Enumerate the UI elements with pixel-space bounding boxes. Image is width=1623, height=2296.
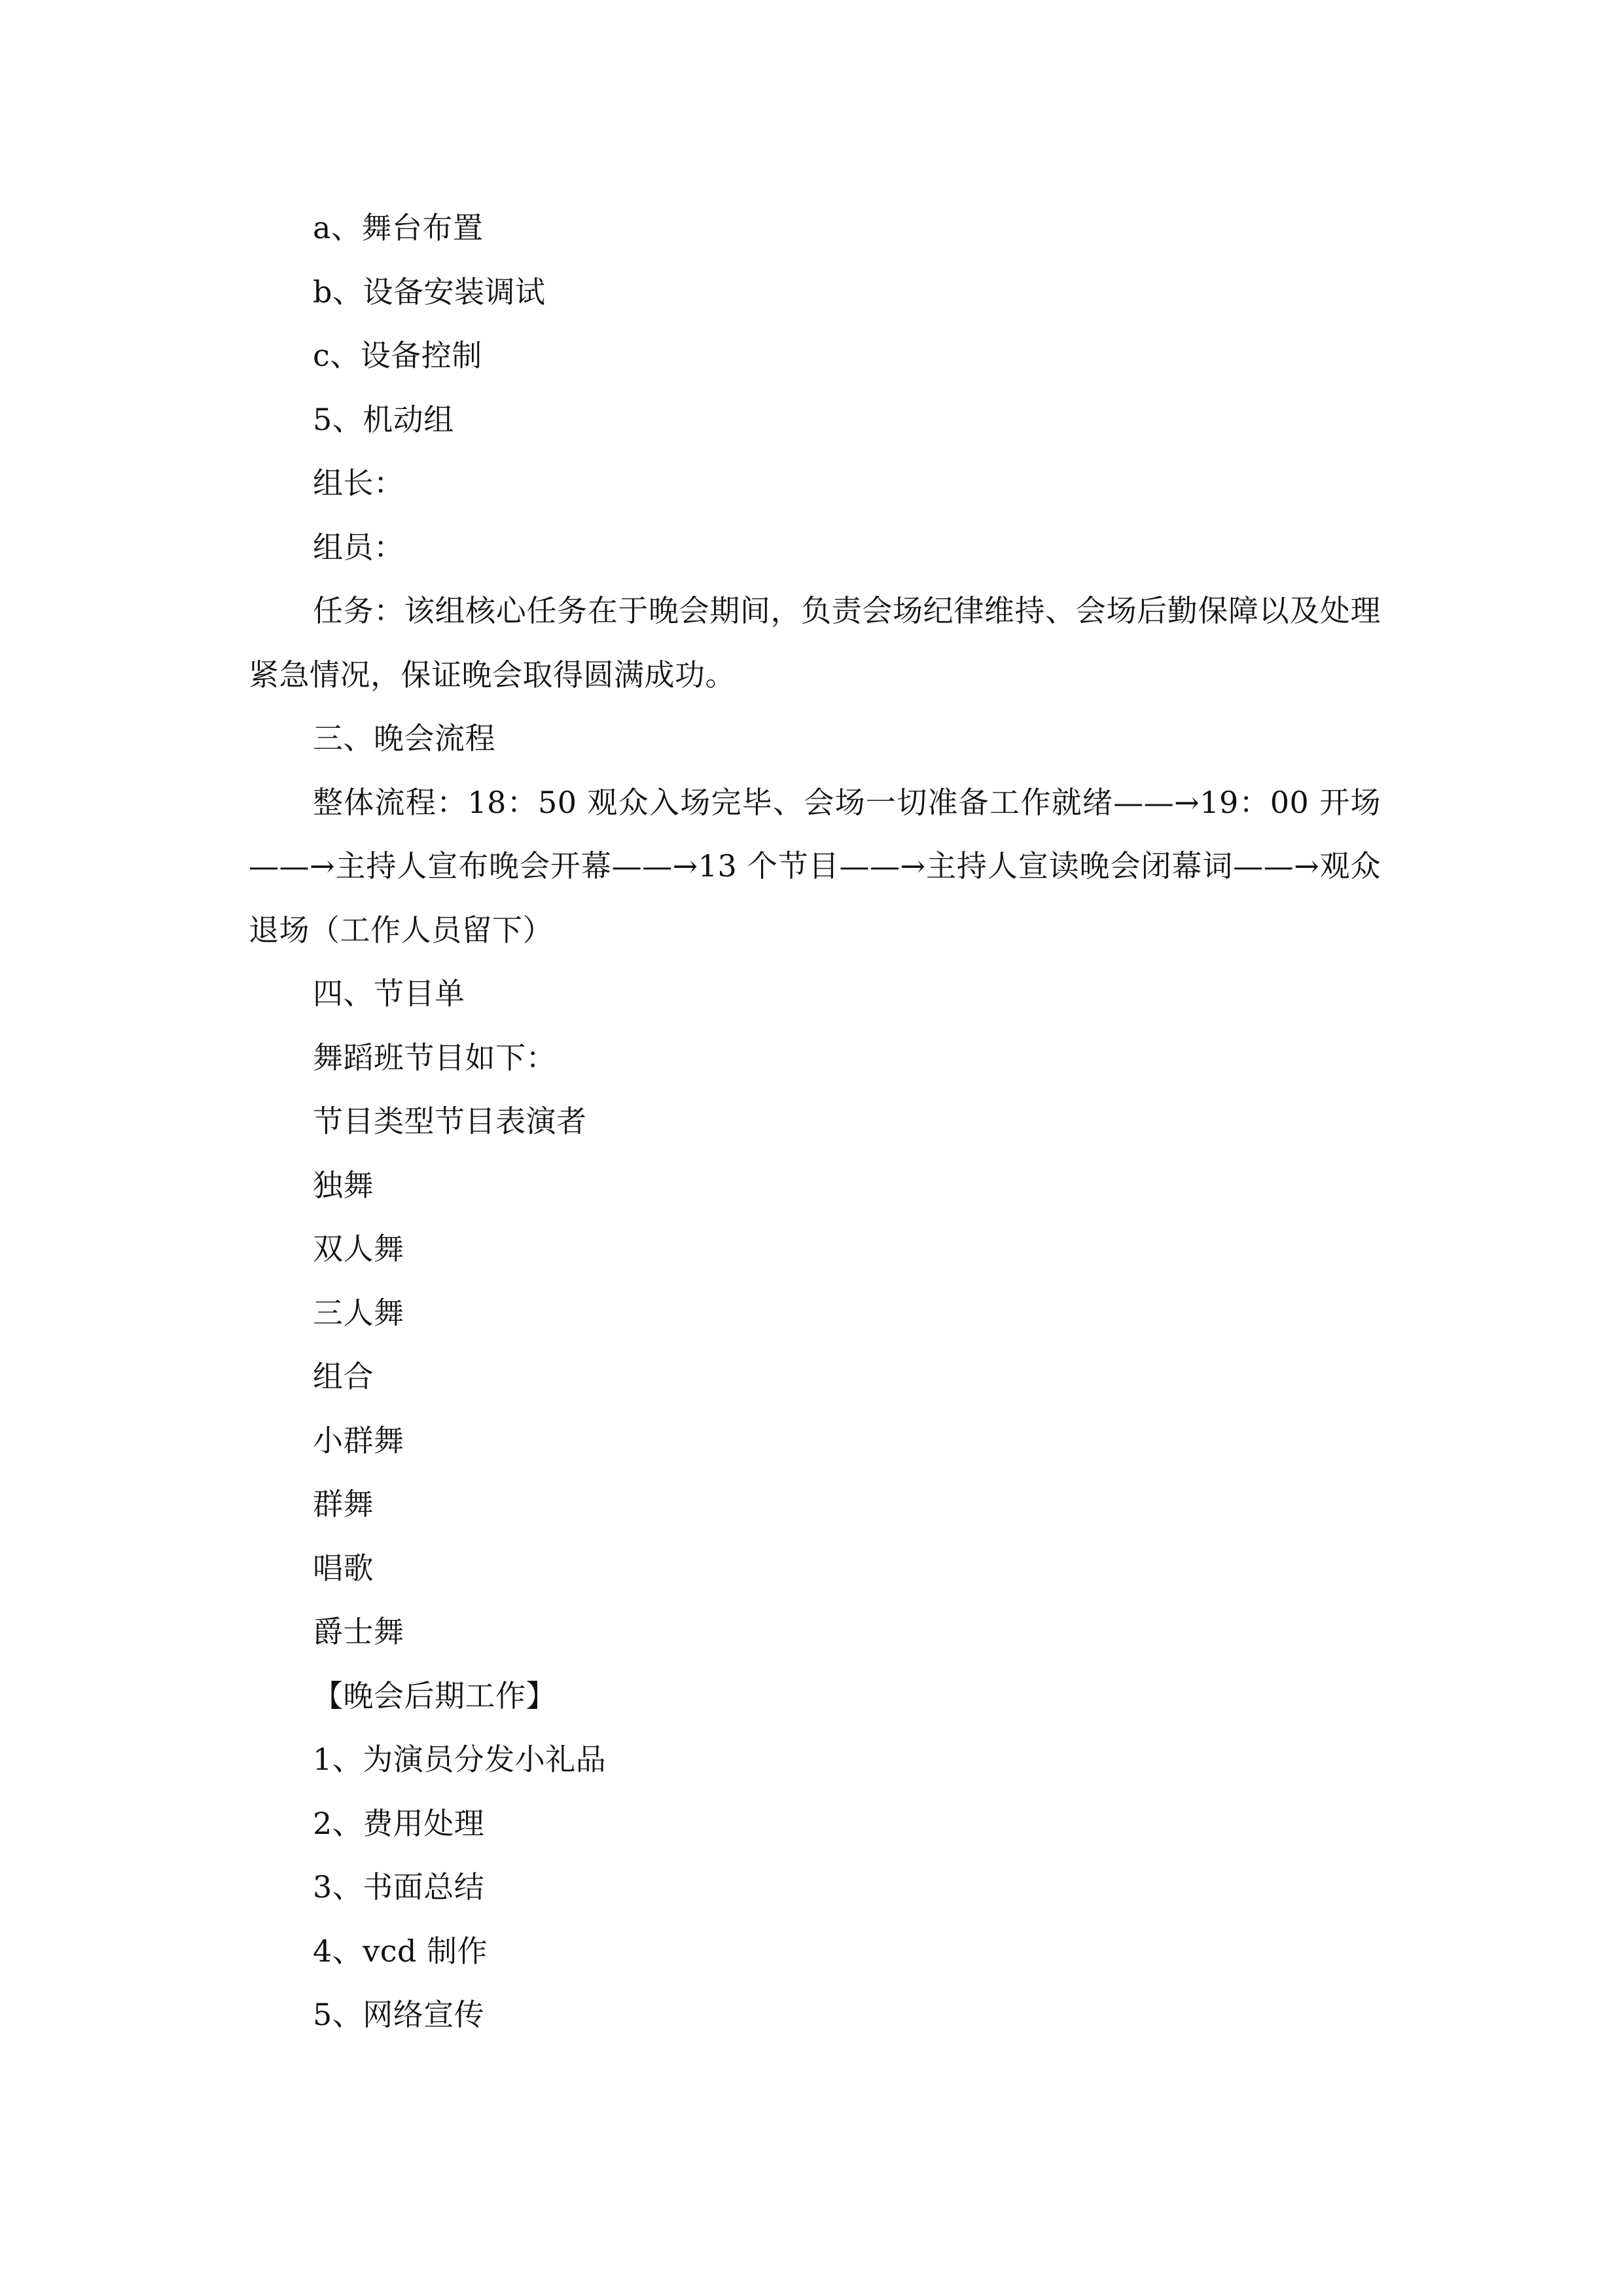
list-item: 双人舞 [313,1231,404,1266]
section-heading: 三、晚会流程 [313,721,495,756]
list-item: 三人舞 [313,1295,404,1331]
section-heading: 四、节目单 [313,976,465,1011]
section-heading: 【晚会后期工作】 [313,1677,556,1713]
document-body [249,196,1381,2047]
list-item: 独舞 [313,1167,374,1203]
list-item: b、设备安装调试 [313,274,546,310]
list-item: a、舞台布置 [313,210,484,245]
list-item: 1、为演员分发小礼品 [313,1742,607,1777]
list-item: 2、费用处理 [313,1805,485,1841]
list-item: 3、书面总结 [313,1869,485,1905]
list-item: 唱歌 [313,1550,374,1586]
list-item: 小群舞 [313,1422,404,1458]
list-item: 群舞 [313,1486,374,1522]
field-label: 组长： [313,465,404,501]
list-item: 4、vcd 制作 [313,1933,488,1969]
field-label: 组员： [313,529,404,565]
paragraph: 任务：该组核心任务在于晚会期间，负责会场纪律维持、会场后勤保障以及处理紧急情况，保证晚会取得圆满成功。 [249,593,1381,692]
list-item: 组合 [313,1359,374,1394]
paragraph: 舞蹈班节目如下： [313,1039,556,1075]
list-item: c、设备控制 [313,338,482,373]
table-header: 节目类型节目表演者 [313,1103,587,1139]
list-item: 爵士舞 [313,1614,404,1649]
section-heading: 5、机动组 [313,401,454,437]
paragraph: 整体流程：18：50 观众入场完毕、会场一切准备工作就绪——→19：00 开场——→主持人宣布晚会开幕——→13 个节目——→主持人宣读晚会闭幕词——→观众退场（工作人员留下） [249,784,1381,948]
list-item: 5、网络宣传 [313,1997,485,2032]
